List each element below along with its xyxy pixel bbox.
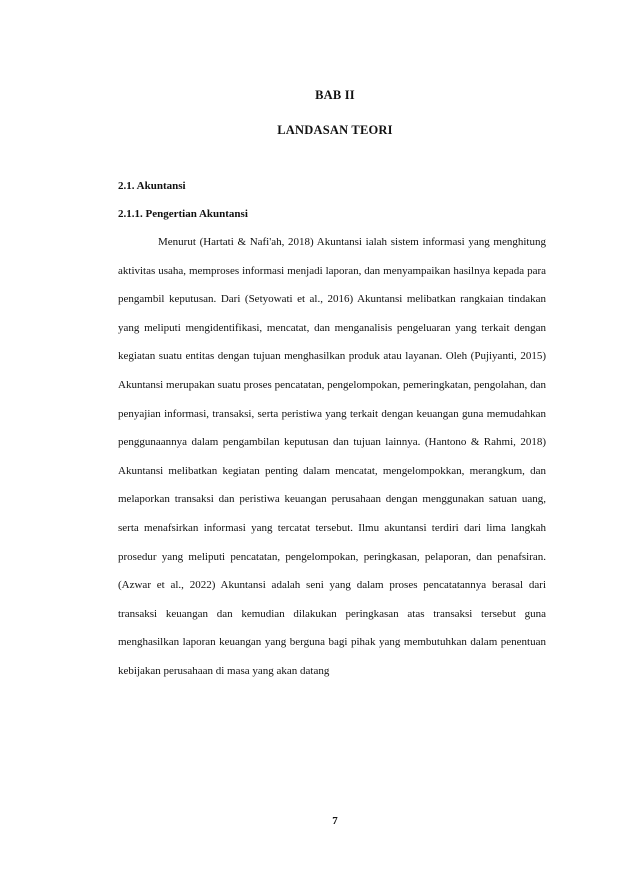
section-heading: 2.1. Akuntansi [118, 180, 186, 192]
page-number: 7 [332, 815, 338, 827]
subsection-heading: 2.1.1. Pengertian Akuntansi [118, 208, 248, 220]
chapter-title: LANDASAN TEORI [277, 123, 393, 137]
body-paragraph: Menurut (Hartati & Nafi'ah, 2018) Akuntansi ialah sistem informasi yang menghitung aktivitas usaha, memproses informasi menjadi laporan, dan menyampaikan hasilnya kepada para pengambil keputusan. Dari (Setyowati et al., 2016) Akuntansi melibatkan rangkaian tindakan yang meliputi mengidentifikasi, mencatat, dan menganalisis pengeluaran yang terkait dengan kegiatan suatu entitas dengan tujuan menghasilkan produk atau layanan. Oleh (Pujiyanti, 2015) Akuntansi merupakan suatu proses pencatatan, pengelompokan, pemeringkatan, pengolahan, dan penyajian informasi, transaksi, serta peristiwa yang terkait dengan keuangan guna memudahkan penggunaannya dalam pengambilan keputusan dan tujuan lainnya. (Hantono & Rahmi, 2018) Akuntansi melibatkan kegiatan penting dalam mencatat, mengelompokkan, merangkum, dan melaporkan transaksi dan peristiwa keuangan perusahaan dengan menggunakan satuan uang, serta menafsirkan informasi yang tercatat tersebut. Ilmu akuntansi terdiri dari lima langkah prosedur yang meliputi pencatatan, pengelompokan, peringkasan, pelaporan, dan penafsiran. (Azwar et al., 2022) Akuntansi adalah seni yang dalam proses pencatatannya berasal dari transaksi keuangan dan kemudian dilakukan peringkasan atas transaksi tersebut guna menghasilkan laporan keuangan yang berguna bagi pihak yang membutuhkan dalam penentuan kebijakan perusahaan di masa yang akan datang [118, 236, 546, 677]
chapter-number: BAB II [315, 88, 355, 102]
